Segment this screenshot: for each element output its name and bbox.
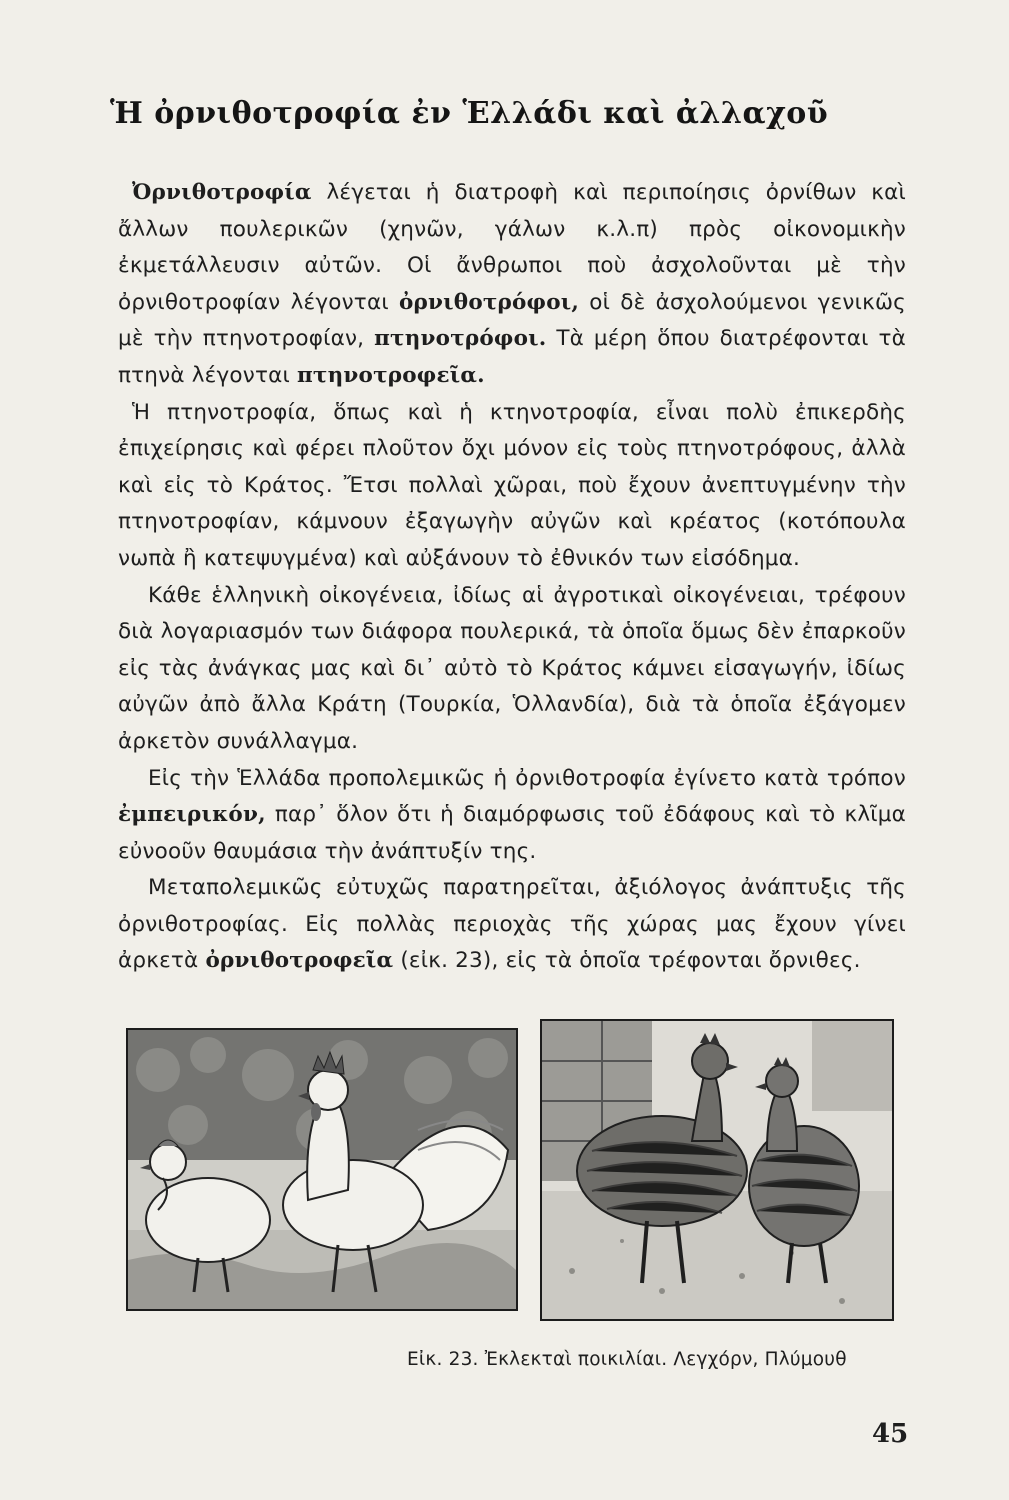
plymouth-illustration xyxy=(540,1019,894,1321)
paragraph-2: Ἡ πτηνοτροφία, ὅπως καὶ ἡ κτηνοτροφία, εἶναι πολὺ ἐπικερδὴς ἐπιχείρησις καὶ φέρει πλοῦτον ὄχι μόνον εἰς τοὺς πτηνοτρόφους, ἀλλὰ καὶ εἰς τὸ Κράτος. Ἔτσι πολλαὶ χῶραι, ποὺ ἔχουν ἀνεπτυγμένην τὴν πτηνοτροφίαν, κάμνουν ἐξαγωγὴν αὐγῶν καὶ κρέατος (κοτόπουλα νωπὰ ἢ κατεψυγμένα) καὶ αὐξάνουν τὸ ἐθνικόν των εἰσόδημα. xyxy=(118,399,906,571)
term-empeirikon: ἐμπειρικόν, xyxy=(118,802,266,828)
figure-caption: Εἰκ. 23. Ἐκλεκταὶ ποικιλίαι. Λεγχόρν, Πλύμουθ xyxy=(407,1349,847,1370)
paragraph-1: Ὀρνιθοτροφία λέγεται ἡ διατροφὴ καὶ περιποίησις ὀρνίθων καὶ ἄλλων πουλερικῶν (χηνῶν, γάλων κ.λ.π) πρὸς οἰκονομικὴν ἐκμετάλλευσιν αὐτῶν. Οἱ ἄνθρωποι ποὺ ἀσχολοῦνται μὲ τὴν ὀρνιθοτροφίαν λέγονται ὀρνιθοτρόφοι, οἱ δὲ ἀσχολούμενοι γενικῶς μὲ τὴν πτηνοτροφίαν, πτηνοτρόφοι. Τὰ μέρη ὅπου διατρέφονται τὰ πτηνὰ λέγονται πτηνοτροφεῖα. xyxy=(118,180,907,388)
term-ptinotrofeia: πτηνοτροφεῖα. xyxy=(297,362,485,388)
term-ornithotrofeia: ὀρνιθοτροφεῖα xyxy=(205,948,394,974)
term-ptinotrofoi: πτηνοτρόφοι. xyxy=(374,326,547,352)
paragraph-3: Κάθε ἑλληνικὴ οἰκογένεια, ἰδίως αἱ ἀγροτικαὶ οἰκογένειαι, τρέφουν διὰ λογαριασμόν των διάφορα πουλερικά, τὰ ὁποῖα ὅμως δὲν ἐπαρκοῦν εἰς τὰς ἀνάγκας μας καὶ δι᾽ αὐτὸ τὸ Κράτος κάμνει εἰσαγωγήν, ἰδίως αὐγῶν ἀπὸ ἄλλα Κράτη (Τουρκία, Ὁλλανδία), διὰ τὰ ὁποῖα ἐξάγομεν ἀρκετὸν συνάλλαγμα. xyxy=(118,582,906,754)
body-text xyxy=(118,175,906,980)
term-ornithotrofia: Ὀρνιθοτροφία xyxy=(132,180,312,205)
leghorn-illustration xyxy=(126,1028,518,1311)
page-number: 45 xyxy=(872,1419,909,1449)
paragraph-4: Εἰς τὴν Ἑλλάδα προπολεμικῶς ἡ ὀρνιθοτροφία ἐγίνετο κατὰ τρόπον ἐμπειρικόν, παρ᾽ ὅλον ὅτι ἡ διαμόρφωσις τοῦ ἐδάφους καὶ τὸ κλῖμα εὐνοοῦν θαυμάσια τὴν ἀνάπτυξίν της. xyxy=(118,765,906,864)
paragraph-5: Μεταπολεμικῶς εὐτυχῶς παρατηρεῖται, ἀξιόλογος ἀνάπτυξις τῆς ὀρνιθοτροφίας. Εἰς πολλὰς περιοχὰς τῆς χώρας μας ἔχουν γίνει ἀρκετὰ ὀρνιθοτροφεῖα (εἰκ. 23), εἰς τὰ ὁποῖα τρέφονται ὄρνιθες. xyxy=(118,875,906,974)
section-heading: Ἡ ὀρνιθοτροφία ἐν Ἑλλάδι καὶ ἀλλαχοῦ xyxy=(110,96,829,131)
term-ornithotrofoi: ὀρνιθοτρόφοι, xyxy=(399,289,580,315)
